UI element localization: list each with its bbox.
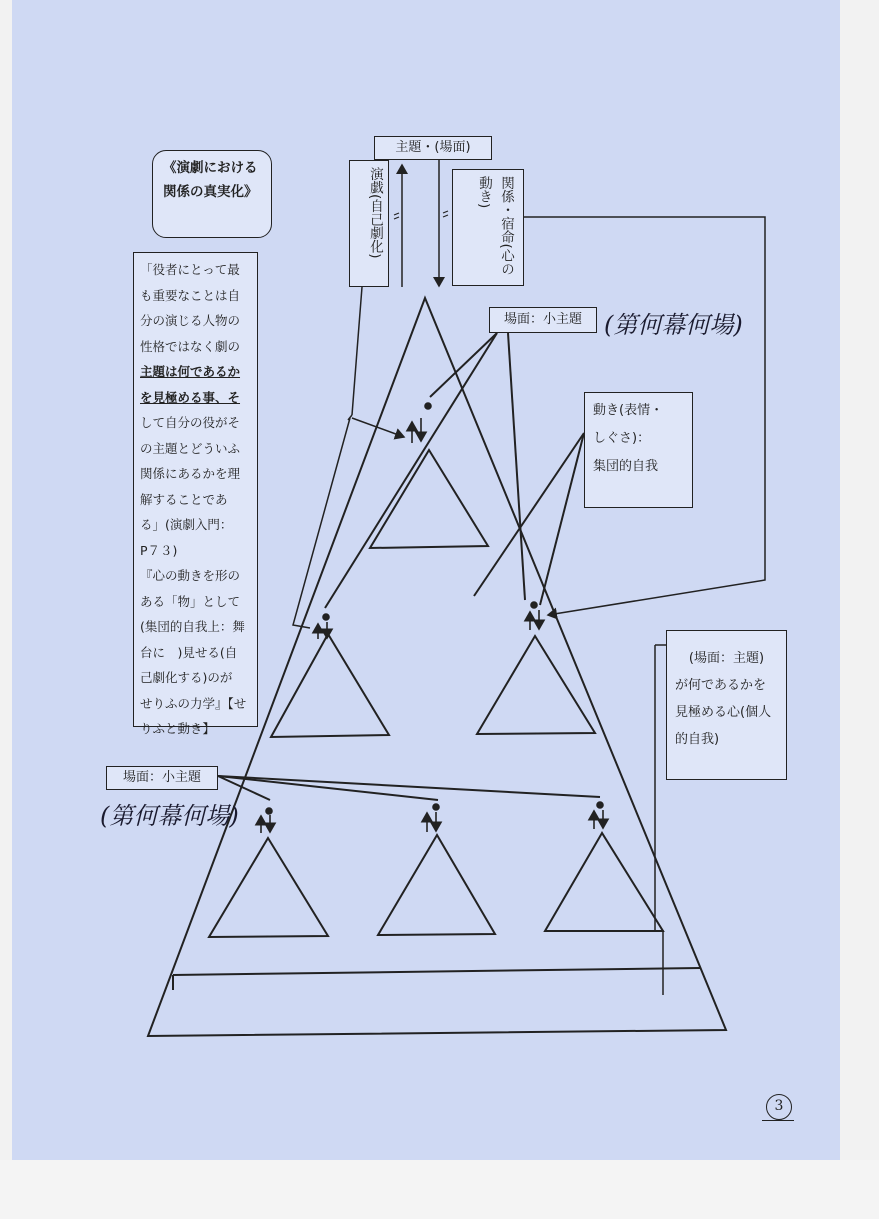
acting-label: 演戯(自己劇化) xyxy=(367,167,383,259)
scene-bottom-handwritten: (第何幕何場) xyxy=(100,802,239,830)
mind-line: が何であるかを xyxy=(675,678,767,693)
triangle-bottom-1 xyxy=(209,838,328,937)
quote-line: 己劇化する)のが xyxy=(140,670,233,685)
quote-line: 性格ではなく劇の xyxy=(140,338,241,354)
mind-line: (場面：主題) xyxy=(688,651,765,666)
person-dot-bottom-2 xyxy=(433,804,439,810)
mind-line: 見極める心(個人 xyxy=(675,705,772,720)
scene-top-box xyxy=(489,307,597,333)
quote-line: (集団的自我上：舞 xyxy=(140,619,245,634)
movement-line: しぐさ)： xyxy=(593,431,651,446)
quote-line: る」(演劇入門： xyxy=(140,517,233,532)
relation-box xyxy=(452,169,524,286)
triangle-mid-left xyxy=(271,634,389,737)
quote-line: りふと動き】 xyxy=(140,721,216,736)
person-dot-mid-left xyxy=(323,614,329,620)
quote-line: せりふの力学』【せ xyxy=(140,695,247,711)
mind-box xyxy=(666,630,787,780)
page-number-underline xyxy=(762,1120,794,1121)
scene-top-handwritten: (第何幕何場) xyxy=(604,311,743,339)
quote-line: 関係にあるかを理 xyxy=(140,466,241,481)
person-dot-bottom-3 xyxy=(597,802,603,808)
quote-line: P７３) xyxy=(140,542,178,558)
acting-box xyxy=(349,160,389,287)
diagram-title: 《演劇における関係の真実化》 xyxy=(163,160,258,200)
quote-line: も重要なことは自 xyxy=(140,287,241,303)
triangle-bottom-2 xyxy=(378,835,495,935)
scene-bottom-label: 場面：小主題 xyxy=(122,770,201,785)
quote-line: を見極める事、そ xyxy=(140,389,241,405)
triangle-top xyxy=(370,450,488,548)
quote-line: 『心の動きを形の xyxy=(140,568,241,583)
quote-line: して自分の役がそ xyxy=(140,415,241,430)
theme-label: 主題・(場面) xyxy=(395,140,471,155)
quote-line: の主題とどういふ xyxy=(140,440,241,456)
diagram-title-box xyxy=(152,150,272,238)
person-dot-top xyxy=(425,403,431,409)
movement-box xyxy=(584,392,693,508)
mind-line: 的自我) xyxy=(675,732,720,747)
quote-line: 解することであ xyxy=(140,491,228,507)
quote-box xyxy=(133,252,258,736)
movement-line: 集団的自我 xyxy=(593,459,659,474)
quote-line: 「役者にとって最 xyxy=(140,262,240,277)
triangle-mid-right xyxy=(477,636,595,734)
movement-line: 動き(表情・ xyxy=(593,403,664,418)
page-number: 3 xyxy=(766,1094,792,1120)
person-dot-bottom-1 xyxy=(266,808,272,814)
quote-line: 台に )見せる(自 xyxy=(140,644,238,660)
person-dot-mid-right xyxy=(531,602,537,608)
relation-label: 関係・宿命(心の動き) xyxy=(476,176,514,276)
scene-top-label: 場面：小主題 xyxy=(503,312,582,327)
quote-line: 分の演じる人物の xyxy=(140,313,241,328)
triangle-bottom-3 xyxy=(545,833,663,931)
scene-bottom-box xyxy=(106,766,218,790)
quote-line: 主題は何であるか xyxy=(140,364,241,379)
base-band-top xyxy=(173,968,700,975)
quote-line: ある「物」として xyxy=(140,593,241,609)
theme-label-box xyxy=(374,136,492,160)
